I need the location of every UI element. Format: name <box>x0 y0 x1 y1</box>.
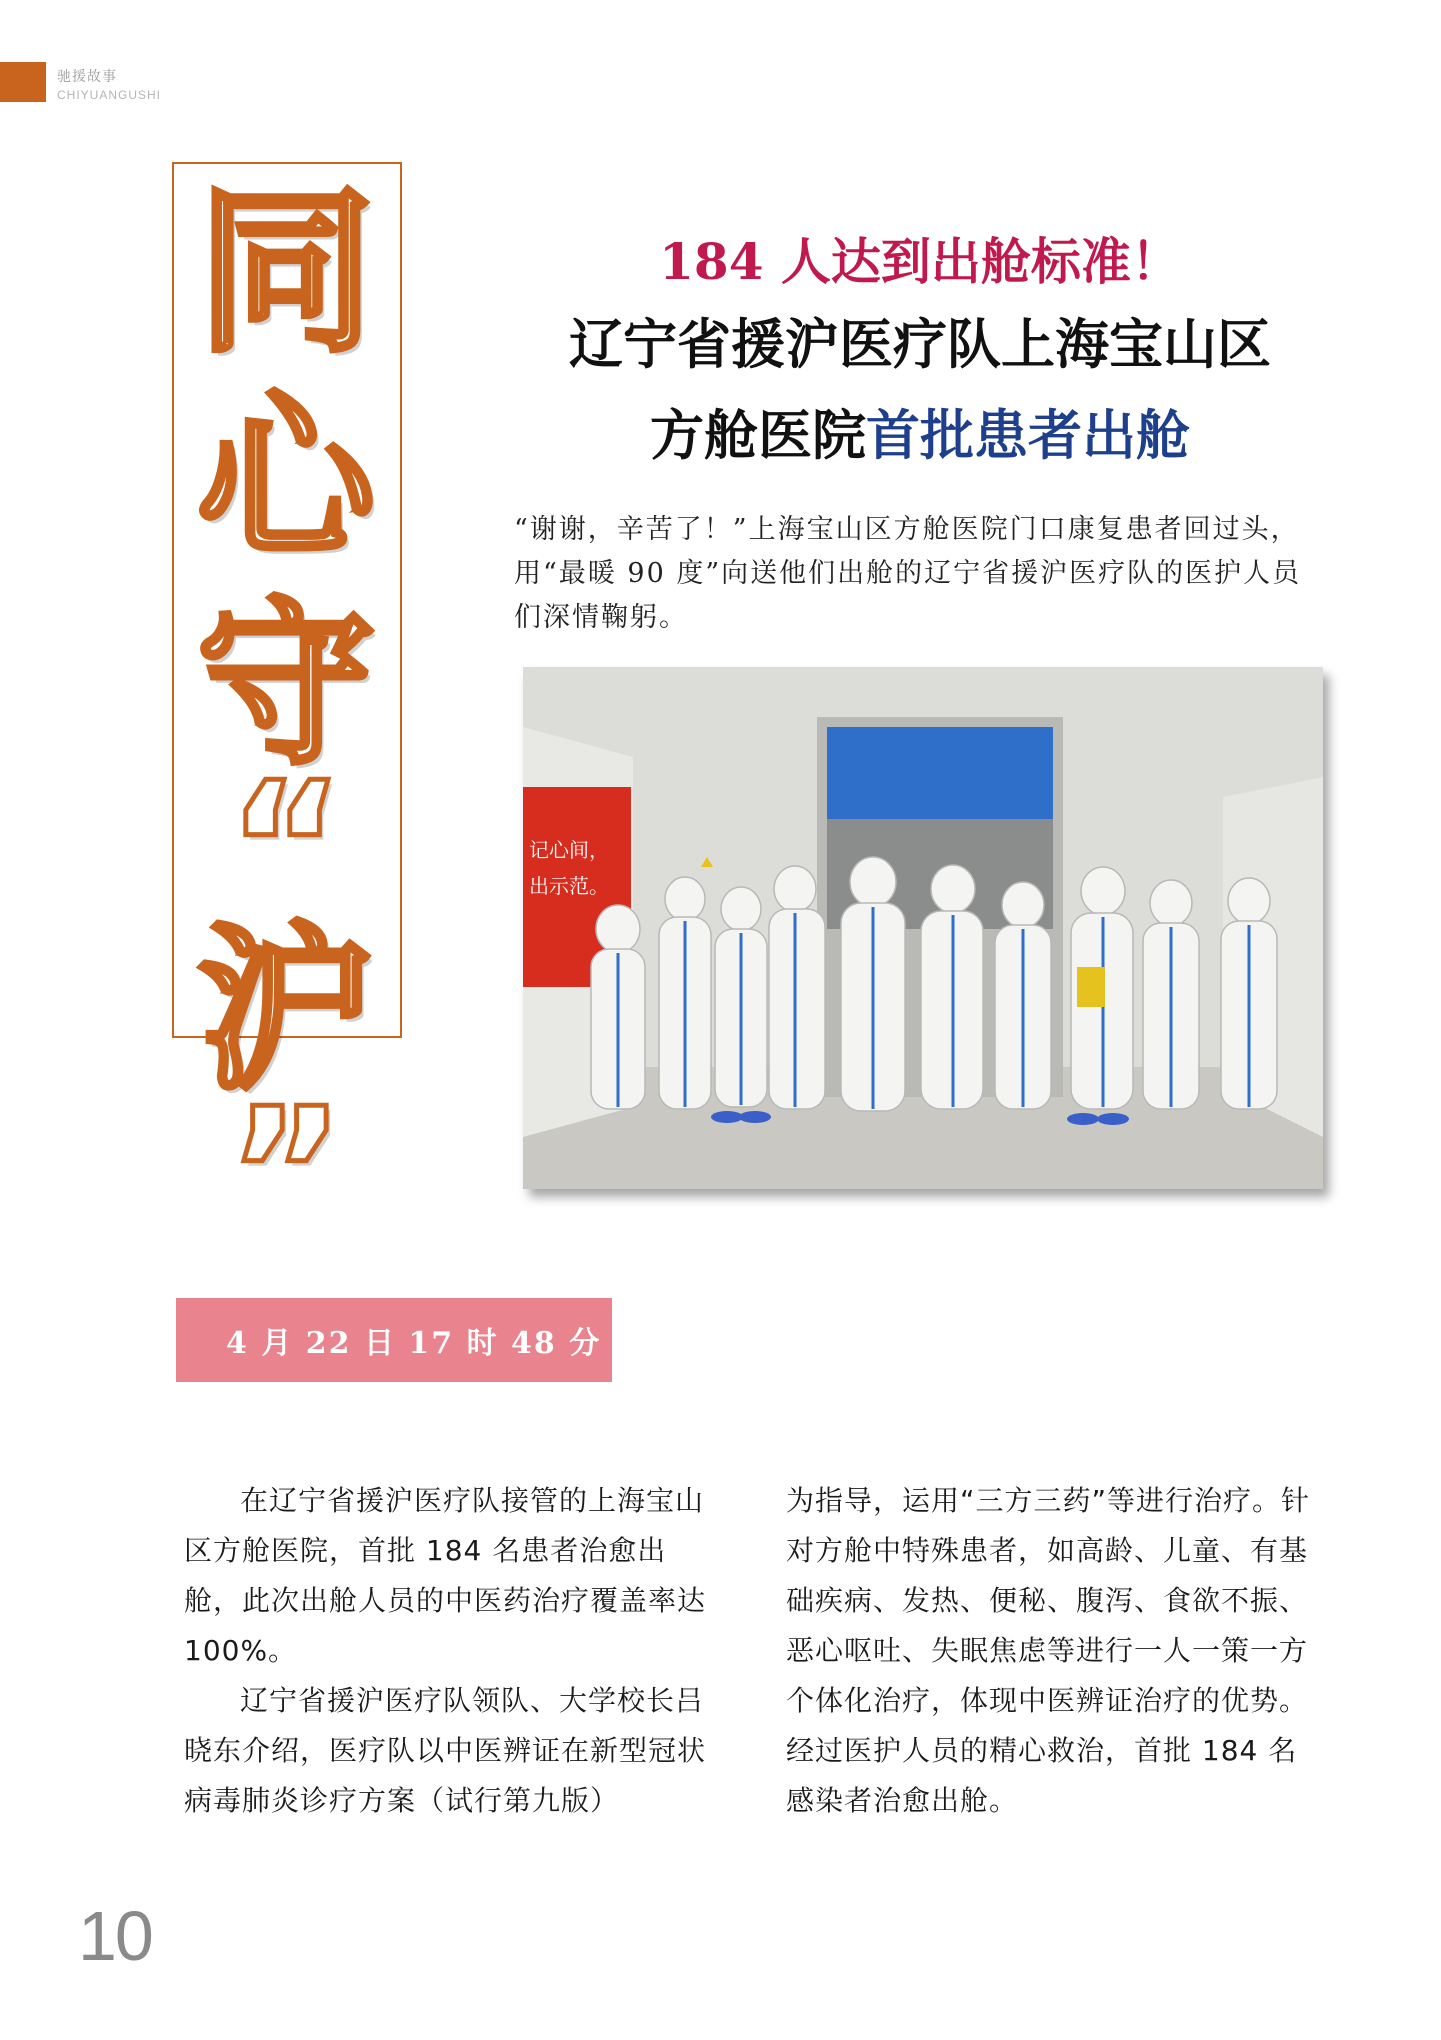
body-column-left <box>184 1476 714 1826</box>
photo-person <box>721 887 761 931</box>
vertical-title-char: 心 <box>197 375 375 582</box>
vertical-title-char: 同 <box>197 169 375 376</box>
page-number: 10 <box>78 1897 152 1975</box>
photo-medical-team <box>591 857 1277 1111</box>
headline-line-3 <box>500 393 1340 470</box>
date-banner: 4 月 22 日 17 时 48 分 <box>176 1298 612 1382</box>
photo-person <box>774 866 816 912</box>
photo-person <box>850 857 896 907</box>
photo-sign-text: 出示范。 <box>529 874 609 898</box>
section-label-pinyin: CHIYUANGUSHI <box>57 88 162 102</box>
photo-blue-shutter <box>827 727 1053 819</box>
photo-sign-text: 记心间， <box>529 838 609 862</box>
lead-paragraph: “谢谢，辛苦了！”上海宝山区方舱医院门口康复患者回过头，用“最暖 90 度”向送他们出舱的辽宁省援沪医疗队的医护人员们深情鞠躬。 <box>514 514 1302 633</box>
headline-line-1: 184 人达到出舱标准！ <box>659 232 1181 291</box>
body-paragraph: 在辽宁省援沪医疗队接管的上海宝山区方舱医院，首批 184 名患者治愈出舱，此次出舱人员的中医药治疗覆盖率达 100%。 <box>184 1484 707 1667</box>
body-column-right <box>786 1476 1314 1826</box>
photo-illustration <box>523 667 1323 1189</box>
body-paragraph: 为指导，运用“三方三药”等进行治疗。针对方舱中特殊患者，如高龄、儿童、有基础疾病、发热、便秘、腹泻、食欲不振、恶心呕吐、失眠焦虑等进行一人一策一方个体化治疗，体现中医辨证治疗的优势。经过医护人员的精心救治，首批 184 名感染者治愈出舱。 <box>786 1484 1311 1817</box>
photo-yellow-bin <box>1077 967 1105 1007</box>
vertical-title <box>186 169 386 1277</box>
photo-person <box>596 905 640 953</box>
photo-person <box>1150 880 1192 926</box>
vertical-title-char: 守 <box>197 581 375 788</box>
photo-person <box>1081 867 1125 915</box>
headline-line-3-plain: 方舱医院 <box>650 403 866 467</box>
photo-person <box>931 865 975 913</box>
headline-line-2: 辽宁省援沪医疗队上海宝山区 <box>569 312 1271 376</box>
vertical-title-char: “ <box>227 744 345 951</box>
news-photo <box>523 667 1323 1189</box>
photo-person <box>1002 882 1044 928</box>
vertical-title-char: ” <box>227 1070 345 1277</box>
section-label: 驰援故事 <box>57 69 117 85</box>
section-tab-marker <box>0 62 46 102</box>
photo-person <box>665 877 705 921</box>
headline-line-3-accent: 首批患者出舱 <box>866 403 1190 467</box>
photo-person <box>1228 878 1270 924</box>
vertical-title-char: 沪 <box>197 907 375 1114</box>
body-paragraph: 辽宁省援沪医疗队领队、大学校长吕晓东介绍，医疗队以中医辨证在新型冠状病毒肺炎诊疗方案（试行第九版） <box>184 1684 707 1817</box>
